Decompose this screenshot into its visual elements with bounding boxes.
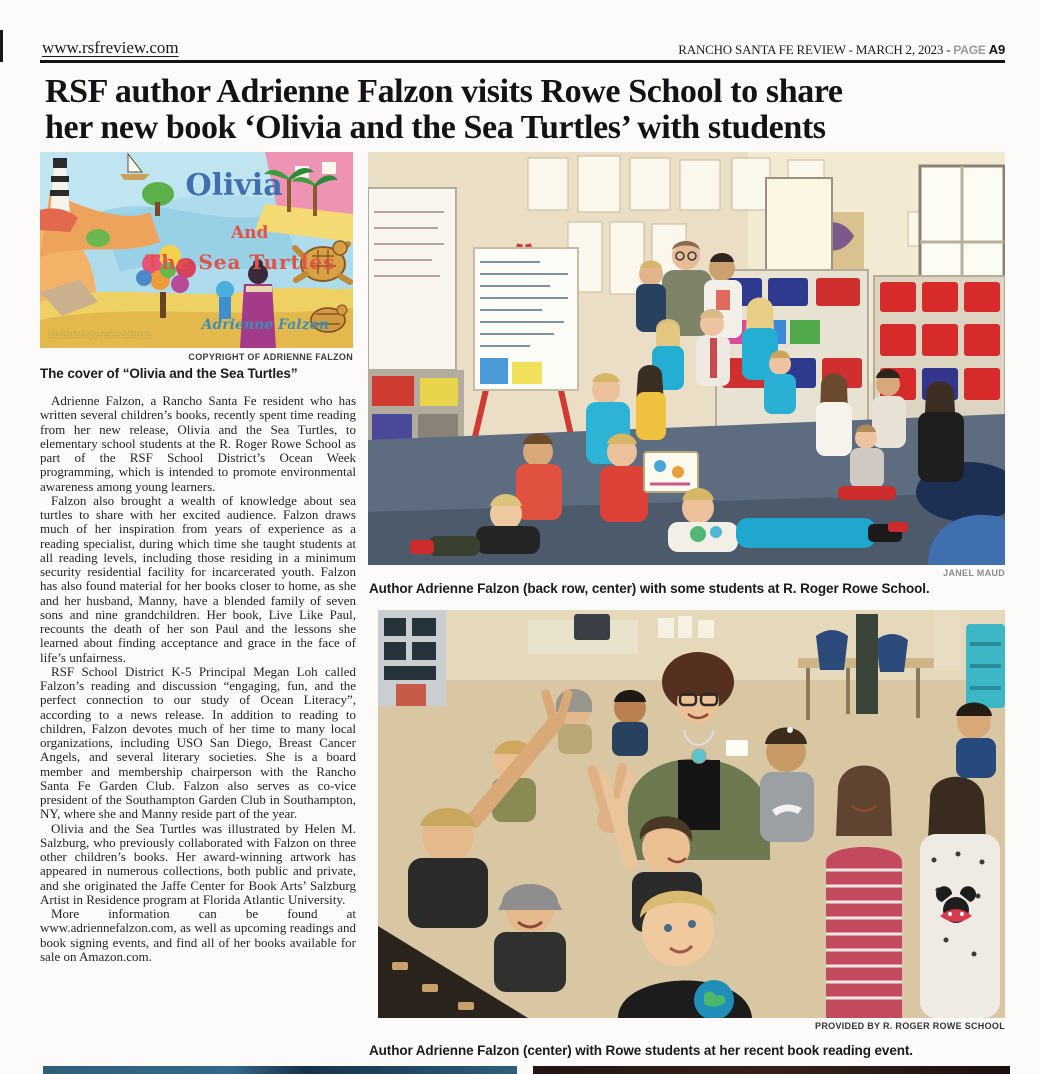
cover-title-line1: Olivia bbox=[185, 167, 283, 203]
photo1-caption: Author Adrienne Falzon (back row, center) with some students at R. Roger Rowe School. bbox=[369, 581, 930, 596]
website-url-link[interactable]: www.rsfreview.com bbox=[42, 38, 179, 57]
book-cover-illustration bbox=[40, 152, 353, 348]
cover-title-line3: The Sea Turtles bbox=[145, 250, 336, 274]
article-body bbox=[40, 394, 356, 964]
bottom-image-strip-right bbox=[533, 1066, 1010, 1074]
page-word: PAGE bbox=[953, 43, 986, 57]
cover-caption: The cover of “Olivia and the Sea Turtles” bbox=[40, 366, 298, 381]
book-reading-event-photo bbox=[378, 610, 1005, 1018]
article-paragraph: Adrienne Falzon, a Rancho Santa Fe resident who has written several children’s books, recently spent time reading from her new release, Olivia and the Sea Turtles, to elementary school students at the R. Roger Rowe School as part of the RSF School District’s Ocean Week programming, which is intended to promote environmental awareness among young learners. bbox=[40, 393, 356, 494]
photo1-credit: JANEL MAUD bbox=[943, 568, 1005, 578]
photo2-caption: Author Adrienne Falzon (center) with Rowe students at her recent book reading event. bbox=[369, 1043, 913, 1058]
page-header bbox=[40, 38, 1005, 60]
page-number: A9 bbox=[988, 42, 1005, 57]
cover-copyright-credit: COPYRIGHT OF ADRIENNE FALZON bbox=[188, 352, 353, 362]
issue-date-line bbox=[678, 42, 1005, 58]
book-cover-image bbox=[40, 152, 353, 348]
cover-author-name: Adrienne Falzon bbox=[201, 316, 330, 333]
headline-line-1: RSF author Adrienne Falzon visits Rowe School to share bbox=[45, 73, 843, 110]
article-paragraph: Falzon also brought a wealth of knowledge about sea turtles to share with her excited audience. Falzon draws much of her inspiration from years of experience as a reading specialist, during which time she taught students at all reading levels, including those residing in a minimum security residential facility for incarcerated youth. Falzon has also found material for her books closer to home, as she and her husband, Manny, have a blended family of seven sons and nine grandchildren. Her book, Live Like Paul, recounts the death of her son Paul and the lessons she learned about finding acceptance and grace in the face of life’s unfairness. bbox=[40, 492, 356, 665]
bottom-image-strip-left bbox=[43, 1066, 517, 1074]
header-rule bbox=[40, 60, 1005, 63]
headline-line-2: her new book ‘Olivia and the Sea Turtles’ with students bbox=[45, 109, 826, 146]
article-paragraph: Olivia and the Sea Turtles was illustrated by Helen M. Salzburg, who previously collaborated with Falzon on three other children’s books. Her award-winning artwork has appeared in numerous collections, both public and private, and she originated the Jaffe Center for Book Arts’ Salzburg Artist in Residence program at Florida Atlantic University. bbox=[40, 820, 356, 907]
article-paragraph: More information can be found at www.adriennefalzon.com, as well as upcoming readings and book signing events, and find all of her books available for sale on Amazon.com. bbox=[40, 906, 356, 964]
book-in-photo bbox=[644, 452, 698, 492]
classroom-group-photo bbox=[368, 152, 1005, 565]
issue-text: RANCHO SANTA FE REVIEW - MARCH 2, 2023 - bbox=[678, 42, 954, 57]
article-headline bbox=[45, 74, 1010, 146]
article-paragraph: RSF School District K-5 Principal Megan Loh called Falzon’s reading and discussion “engaging, fun, and the perfect connection to our study of Ocean Literacy”, according to a news release. In addition to reading to children, Falzon devotes much of her time to many local organizations, including USO San Diego, Breast Cancer Angels, and several literary societies. She is a board member and membership chairperson with the Rancho Santa Fe Garden Club. Falzon also serves as co-vice president of the Southampton Garden Club in Southampton, NY, where she and Manny reside part of the year. bbox=[40, 663, 356, 822]
photo2-credit: PROVIDED BY R. ROGER ROWE SCHOOL bbox=[815, 1021, 1005, 1031]
page-edge-mark bbox=[0, 30, 3, 62]
striped-dress-girl bbox=[826, 766, 902, 1019]
cover-title-line2: And bbox=[230, 222, 269, 243]
cover-illustrator-credit: Illustrations by Helen Salzburg bbox=[49, 330, 151, 340]
